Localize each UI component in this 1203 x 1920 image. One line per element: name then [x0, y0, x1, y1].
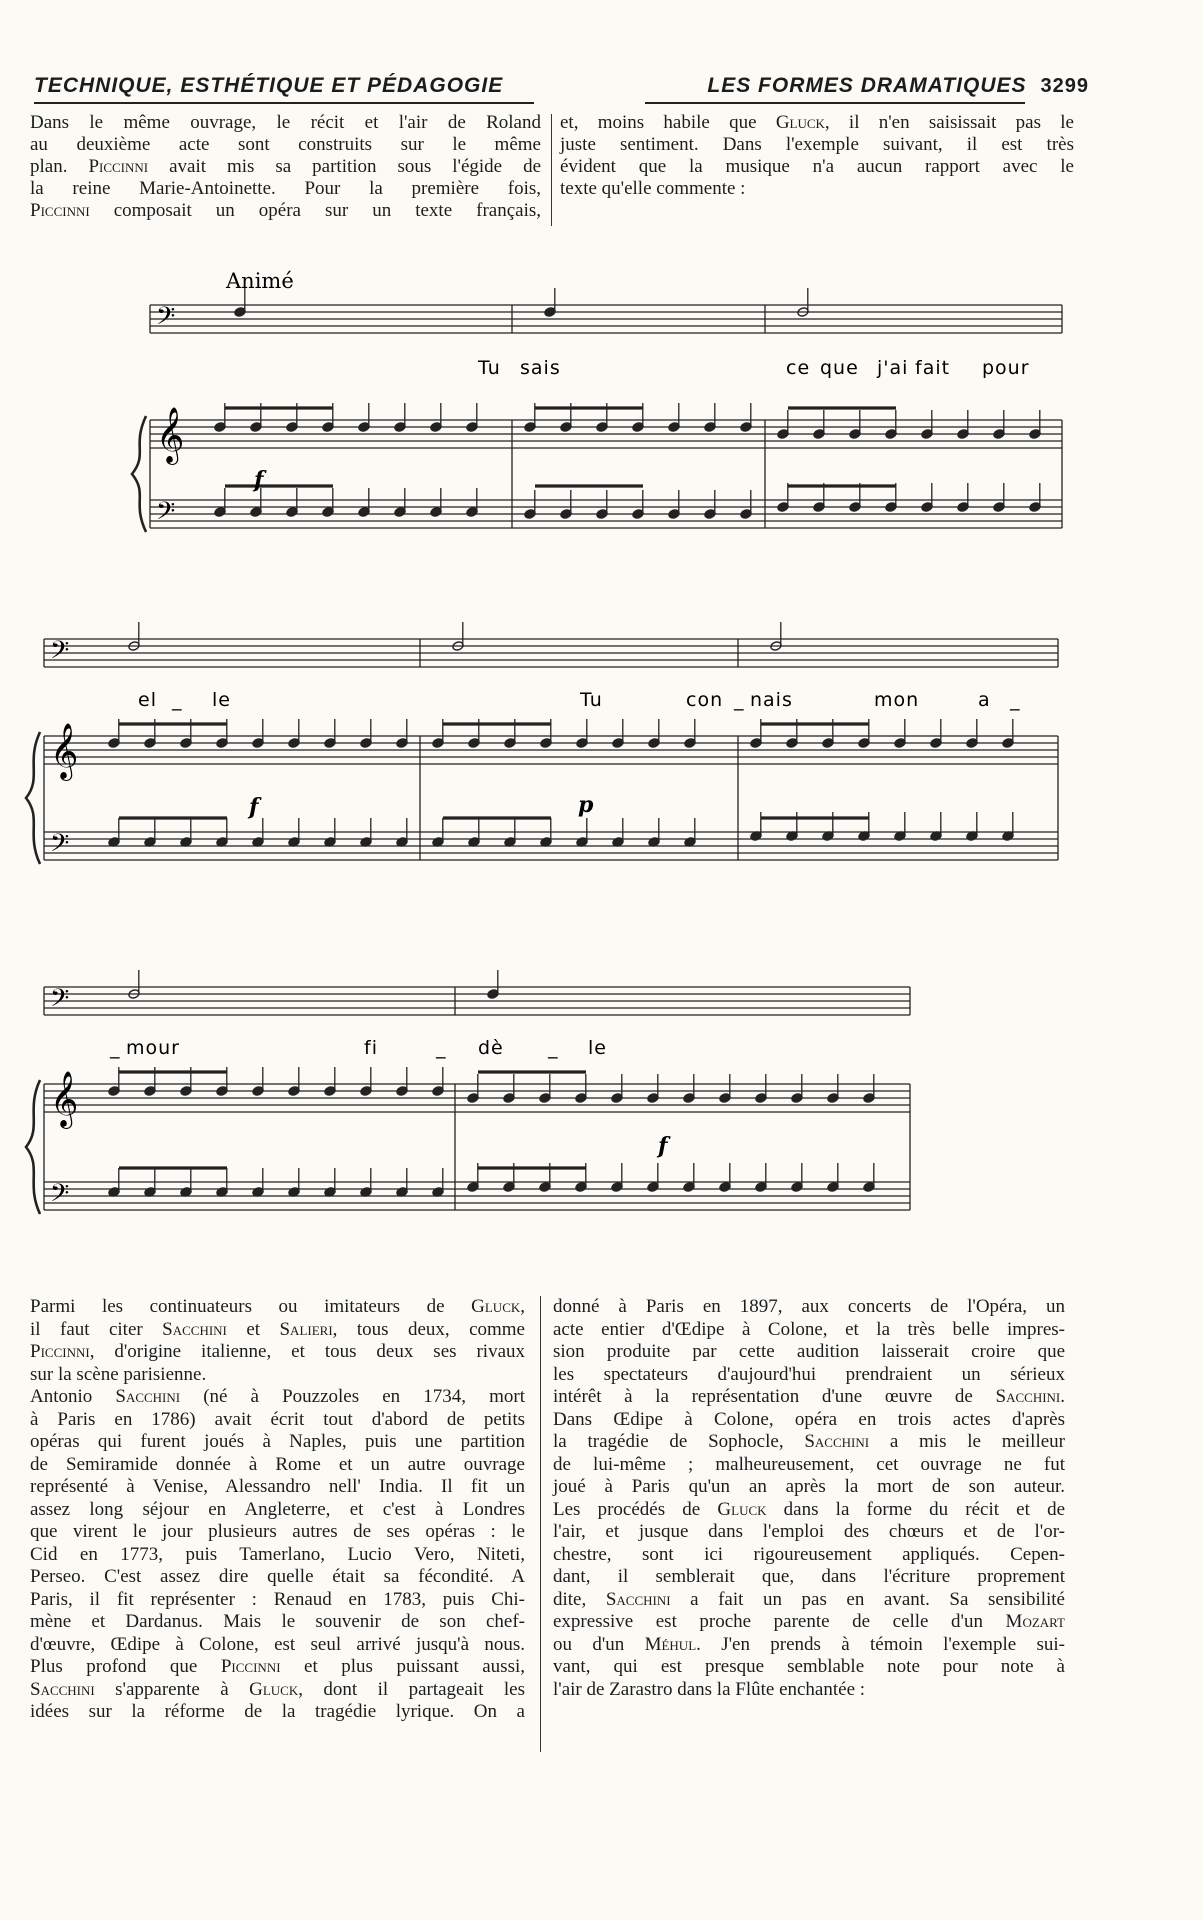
text-line: de lui-même ; malheureusement, cet ouvrage ne fut: [553, 1453, 1065, 1475]
text-line: donné à Paris en 1897, aux concerts de l'Opéra, un: [553, 1296, 1065, 1317]
bass-clef-icon: 𝄢: [50, 829, 70, 864]
text-line: Sacchini s'apparente à Gluck, dont il partageait les: [30, 1678, 526, 1700]
text-line: que virent le jour plusieurs autres de ses opéras : le: [30, 1521, 525, 1542]
bass-clef-icon: 𝄢: [156, 497, 176, 532]
composer-name: Sacchini: [115, 1386, 181, 1407]
text-line: Plus profond que Piccinni et plus puissant aussi,: [30, 1656, 525, 1677]
text-line: l'air de Zarastro dans la Flûte enchantée :: [553, 1678, 866, 1700]
text-line: opéras qui furent joués à Naples, puis une partition: [30, 1431, 525, 1452]
text-line: dant, il semblerait que, dans l'écriture proprement: [553, 1566, 1065, 1587]
text-line: à Paris en 1786) avait écrit tout d'abord de petits: [30, 1408, 525, 1430]
text-line: mène et Dardanus. Mais le souvenir de son chef-: [30, 1611, 525, 1632]
text-line: Perseo. C'est assez dire quelle était sa fécondité. A: [30, 1566, 525, 1587]
text-line: évident que la musique n'a aucun rapport avec le: [560, 156, 1074, 177]
text-line: sur la scène parisienne.: [30, 1363, 207, 1385]
lyric-syllable: que: [820, 357, 859, 379]
text-line: expressive est proche parente de celle d'un Mozart: [553, 1611, 1065, 1632]
bass-clef-icon: 𝄢: [50, 636, 70, 671]
text-line: l'air, et jusque dans l'emploi des chœurs et de l'or-: [553, 1521, 1065, 1542]
lyric-syllable: con: [686, 689, 724, 711]
lyric-syllable: mour: [126, 1037, 180, 1059]
treble-clef-icon: 𝄞: [156, 407, 185, 463]
text-line: au deuxième acte sont construits sur le même: [30, 134, 541, 155]
text-line: la tragédie de Sophocle, Sacchini a mis le meilleur: [553, 1431, 1065, 1452]
dynamic-forte: f: [249, 794, 259, 820]
text-line: assez long séjour en Angleterre, et c'est à Londres: [30, 1498, 525, 1520]
text-line: Paris, il fit représenter : Renaud en 1783, puis Chi-: [30, 1588, 525, 1610]
text-line: Dans Œdipe à Colone, opéra en trois actes d'après: [553, 1408, 1065, 1430]
lyric-syllable: ce: [786, 357, 811, 379]
text-line: il faut citer Sacchini et Salieri, tous deux, comme: [30, 1318, 525, 1340]
text-line: idées sur la réforme de la tragédie lyrique. On a: [30, 1701, 525, 1722]
bass-clef-icon: 𝄢: [156, 302, 176, 337]
lyric-syllable: sais: [520, 357, 561, 379]
text-line: sion produite par cette audition laisserait croire que: [553, 1341, 1065, 1362]
lyric-syllable: le: [212, 689, 231, 711]
composer-name: Salieri: [279, 1318, 333, 1340]
lyric-syllable: a: [978, 689, 991, 711]
dynamic-forte: f: [658, 1133, 668, 1159]
composer-name: Mozart: [1005, 1611, 1065, 1632]
text-line: Dans le même ouvrage, le récit et l'air de Roland: [30, 112, 541, 133]
tempo-marking: Animé: [226, 269, 294, 293]
text-line: vant, qui est presque semblable note pour note à: [553, 1656, 1065, 1677]
body-right-column: [553, 1296, 1065, 1701]
composer-name: Sacchini: [162, 1318, 227, 1340]
text-line: dite, Sacchini a fait un pas en avant. Sa sensibilité: [553, 1588, 1065, 1610]
lyric-syllable: nais: [750, 689, 793, 711]
text-line: la reine Marie-Antoinette. Pour la première fois,: [30, 178, 541, 199]
lyric-syllable: _: [172, 689, 183, 711]
text-line: de Semiramide donnée à Rome et un autre ouvrage: [30, 1453, 525, 1475]
text-line: texte qu'elle commente :: [560, 178, 746, 199]
composer-name: Piccinni: [30, 1341, 90, 1362]
lyric-syllable: fi: [364, 1037, 378, 1059]
composer-name: Gluck: [249, 1678, 299, 1700]
text-line: Parmi les continuateurs ou imitateurs de Gluck,: [30, 1296, 525, 1317]
composer-name: Gluck: [717, 1498, 767, 1520]
lyric-syllable: _: [548, 1037, 559, 1059]
text-line: acte entier d'Œdipe à Colone, et la très belle impres-: [553, 1318, 1065, 1340]
text-line: Piccinni, d'origine italienne, et tous deux ses rivaux: [30, 1341, 525, 1362]
text-line: les spectateurs d'aujourd'hui prendraient un sérieux: [553, 1363, 1065, 1385]
staff-brace: [26, 1080, 40, 1214]
treble-clef-icon: 𝄞: [50, 1071, 79, 1127]
lyric-syllable: _: [436, 1037, 447, 1059]
composer-name: Méhul: [644, 1633, 697, 1655]
text-line: ou d'un Méhul. J'en prends à témoin l'exemple sui-: [553, 1633, 1065, 1655]
bass-clef-icon: 𝄢: [50, 984, 70, 1019]
lyric-syllable: el: [138, 689, 157, 711]
score-drawing: [26, 288, 1062, 1214]
composer-name: Piccinni: [30, 200, 90, 221]
column-separator: [540, 1296, 541, 1752]
text-line: Piccinni composait un opéra sur un texte français,: [30, 200, 541, 221]
text-line: juste sentiment. Dans l'exemple suivant, il est très: [560, 134, 1074, 155]
text-line: joué à Paris qu'un an après la mort de son auteur.: [553, 1476, 1065, 1497]
text-line: et, moins habile que Gluck, il n'en saisissait pas le: [560, 112, 1074, 133]
staff-brace: [132, 416, 146, 532]
lyric-syllable: Tu: [580, 689, 603, 711]
composer-name: Sacchini: [804, 1431, 870, 1452]
composer-name: Sacchini: [605, 1588, 671, 1610]
lyric-syllable: _: [1010, 689, 1021, 711]
composer-name: Gluck: [471, 1296, 521, 1317]
body-left-column: [30, 1296, 525, 1724]
bass-clef-icon: 𝄢: [50, 1179, 70, 1214]
lyric-syllable: _: [110, 1037, 121, 1059]
lyric-syllable: pour: [982, 357, 1030, 379]
text-line: Cid en 1773, puis Tamerlano, Lucio Vero, Niteti,: [30, 1543, 525, 1565]
lyric-syllable: _: [734, 689, 745, 711]
chapter-title: LES FORMES DRAMATIQUES 3299: [707, 74, 1089, 97]
composer-name: Sacchini: [995, 1386, 1061, 1407]
lyric-syllable: fait: [915, 357, 951, 379]
lyric-syllable: j'ai: [877, 357, 909, 379]
text-line: Antonio Sacchini (né à Pouzzoles en 1734, mort: [30, 1386, 525, 1407]
composer-name: Gluck: [775, 112, 825, 133]
page-number: 3299: [1040, 75, 1089, 97]
composer-name: Piccinni: [88, 156, 149, 177]
section-title: TECHNIQUE, ESTHÉTIQUE ET PÉDAGOGIE: [34, 74, 504, 97]
text-line: plan. Piccinni avait mis sa partition sous l'égide de: [30, 156, 541, 177]
dynamic-piano: p: [578, 792, 594, 818]
dynamic-forte: f: [254, 467, 264, 493]
lyric-syllable: le: [588, 1037, 607, 1059]
treble-clef-icon: 𝄞: [50, 723, 79, 779]
staff-brace: [26, 732, 40, 864]
text-line: intérêt à la représentation d'une œuvre de Sacchini.: [553, 1386, 1065, 1407]
text-line: chestre, sont ici rigoureusement appliqués. Cepen-: [553, 1543, 1065, 1565]
text-line: Les procédés de Gluck dans la forme du récit et de: [553, 1498, 1065, 1520]
text-line: d'œuvre, Œdipe à Colone, est seul arrivé jusqu'à nous.: [30, 1633, 525, 1655]
lyric-syllable: Tu: [478, 357, 501, 379]
composer-name: Sacchini: [30, 1678, 95, 1700]
lyric-syllable: mon: [874, 689, 920, 711]
composer-name: Piccinni: [220, 1656, 281, 1677]
text-line: représenté à Venise, Alessandro nell' India. Il fit un: [30, 1476, 525, 1497]
lyric-syllable: dè: [478, 1037, 504, 1059]
